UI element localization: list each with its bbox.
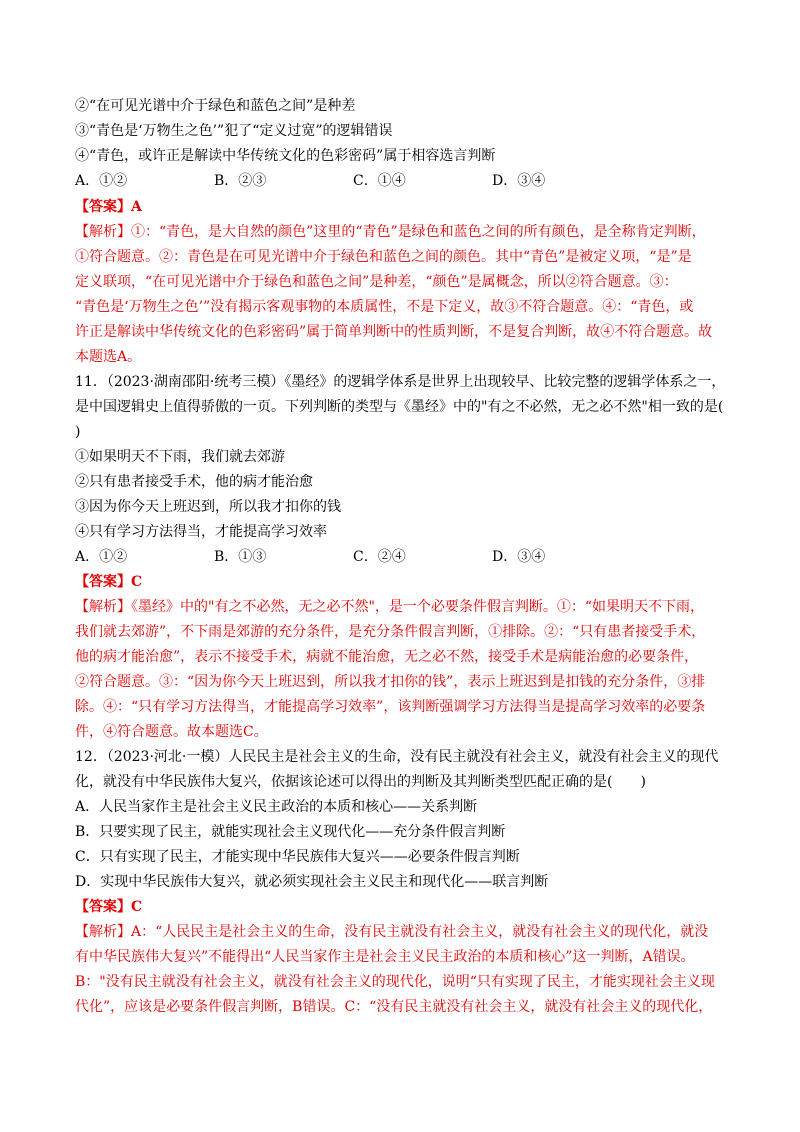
q10-option-a: A．①② — [75, 173, 128, 189]
q11-analysis-line: 除。④：“只有学习方法得当，才能提高学习效率”，该判断强调学习方法得当是提高学习效率的必要条 — [75, 699, 706, 715]
q11-answer: 【答案】C — [75, 574, 143, 590]
q11-option-c: C．②④ — [353, 549, 406, 565]
q11-stem-line: 11．（2023·湖南邵阳·统考三模）《墨经》的逻辑学体系是世界上出现较早、比较完整的逻辑学体系之一， — [75, 374, 725, 390]
q10-analysis-line: 【解析】①：“青色，是大自然的颜色”这里的“青色”是绿色和蓝色之间的所有颜色，是全称肯定判断， — [75, 224, 706, 240]
q11-stem-line: 是中国逻辑史上值得骄傲的一页。下列判断的类型与《墨经》中的"有之不必然，无之必不然"相一致的是( — [75, 399, 724, 415]
q11-analysis-line: 他的病才能治愈”，表示不接受手术，病就不能治愈，无之必不然，接受手术是病能治愈的必要条件， — [75, 649, 699, 665]
q11-item-3: ③因为你今天上班迟到，所以我才扣你的钱 — [75, 499, 341, 515]
q10-option-b: B．②③ — [214, 173, 267, 189]
q12-stem-line: 化，就没有中华民族伟大复兴，依据该论述可以得出的判断及其判断类型匹配正确的是( ) — [75, 774, 646, 790]
q11-analysis-line: 件，④符合题意。故本题选C。 — [75, 724, 268, 740]
q12-analysis-line: B："没有民主就没有社会主义，就没有社会主义的现代化，说明“只有实现了民主，才能实现社会主义现 — [75, 974, 715, 990]
q10-analysis-line: 许正是解读中华传统文化的色彩密码”属于简单判断中的性质判断，不是复合判断，故④不符合题意。故 — [75, 324, 713, 340]
q12-option-a: A．人民当家作主是社会主义民主政治的本质和核心——关系判断 — [75, 799, 478, 815]
q12-option-b: B．只要实现了民主，就能实现社会主义现代化——充分条件假言判断 — [75, 824, 506, 840]
q10-analysis-line: 本题选A。 — [75, 349, 142, 365]
q10-item-3: ③“青色是‘万物生之色’”犯了“定义过宽”的逻辑错误 — [75, 123, 393, 139]
q10-analysis-line: “青色是‘万物生之色’”没有揭示客观事物的本质属性，不是下定义，故③不符合题意。④：“青色，或 — [75, 299, 694, 315]
q12-option-d: D．实现中华民族伟大复兴，就必须实现社会主义民主和现代化——联言判断 — [75, 874, 549, 890]
q12-analysis-line: 代化”，应该是必要条件假言判断，B错误。C：“没有民主就没有社会主义，就没有社会主义的现代化， — [75, 999, 713, 1015]
q11-item-1: ①如果明天不下雨，我们就去郊游 — [75, 449, 285, 465]
q10-analysis-line: 定义联项，“在可见光谱中介于绿色和蓝色之间”是种差，“颜色”是属概念，所以②符合题意。③： — [75, 274, 678, 290]
q12-analysis-line: 有中华民族伟大复兴”不能得出“人民当家作主是社会主义民主政治的本质和核心”这一判断，A错误。 — [75, 949, 695, 965]
q12-stem-line: 12．（2023·河北·一模）人民民主是社会主义的生命，没有民主就没有社会主义，就没有社会主义的现代 — [75, 749, 719, 765]
q12-analysis-line: 【解析】A：“人民民主是社会主义的生命，没有民主就没有社会主义，就没有社会主义的现代化，就没 — [75, 924, 709, 940]
q10-option-c: C．①④ — [353, 173, 406, 189]
q12-option-c: C．只有实现了民主，才能实现中华民族伟大复兴——必要条件假言判断 — [75, 849, 520, 865]
q11-option-d: D．③④ — [492, 549, 546, 565]
q11-option-b: B．①③ — [214, 549, 267, 565]
q10-item-4: ④“青色，或许正是解读中华传统文化的色彩密码”属于相容选言判断 — [75, 148, 496, 164]
q10-item-2: ②“在可见光谱中介于绿色和蓝色之间”是种差 — [75, 98, 356, 114]
q10-option-d: D．③④ — [492, 173, 546, 189]
q11-item-4: ④只有学习方法得当，才能提高学习效率 — [75, 524, 327, 540]
q11-analysis-line: 【解析】《墨经》中的"有之不必然，无之必不然"，是一个必要条件假言判断。①：“如果明天不下雨， — [75, 599, 705, 615]
q11-analysis-line: 我们就去郊游”，不下雨是郊游的充分条件，是充分条件假言判断，①排除。②：“只有患者接受手术， — [75, 624, 706, 640]
q11-item-2: ②只有患者接受手术，他的病才能治愈 — [75, 474, 313, 490]
q12-answer: 【答案】C — [75, 899, 143, 915]
q11-analysis-line: ②符合题意。③：“因为你今天上班迟到，所以我才扣你的钱”，表示上班迟到是扣钱的充分条件，③排 — [75, 674, 706, 690]
q10-analysis-line: ①符合题意。②：青色是在可见光谱中介于绿色和蓝色之间的颜色。其中“青色”是被定义项，“是”是 — [75, 249, 692, 265]
q10-answer: 【答案】A — [75, 199, 142, 215]
q11-stem-line: ) — [75, 424, 81, 440]
q11-option-a: A．①② — [75, 549, 128, 565]
